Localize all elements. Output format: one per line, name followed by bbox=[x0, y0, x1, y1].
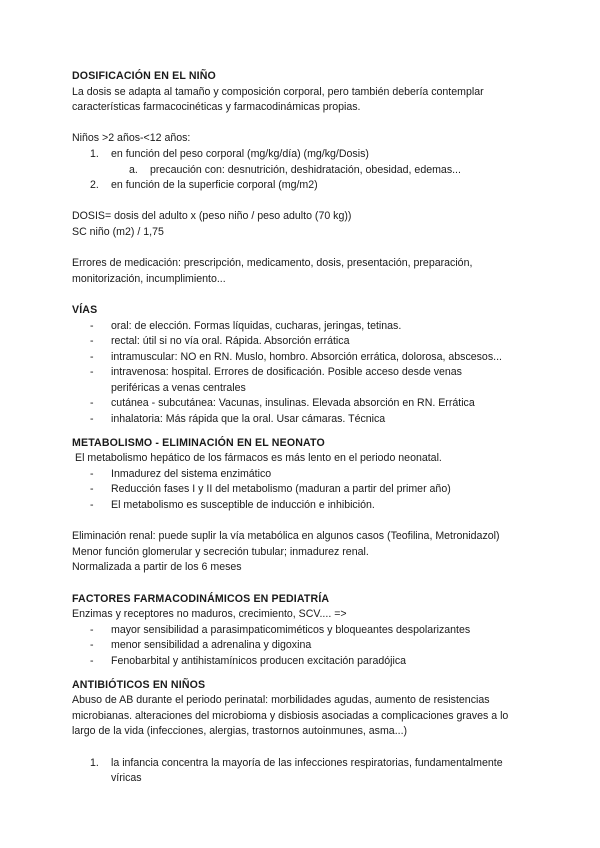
list-item-text: cutánea - subcutánea: Vacunas, insulinas. Elevada absorción en RN. Errática bbox=[111, 397, 475, 410]
dash-marker: - bbox=[90, 335, 94, 348]
list-item-text: mayor sensibilidad a parasimpaticomiméticos y bloqueantes despolarizantes bbox=[111, 623, 471, 636]
list-item-text: rectal: útil si no vía oral. Rápida. Absorción errática bbox=[111, 335, 350, 348]
paragraph: Menor función glomerular y secreción tubular; inmadurez renal. bbox=[72, 545, 369, 558]
section-title-dosificacion: DOSIFICACIÓN EN EL NIÑO bbox=[72, 70, 216, 82]
paragraph: El metabolismo hepático de los fármacos es más lento en el periodo neonatal. bbox=[75, 452, 442, 465]
list-item bbox=[90, 350, 532, 366]
section-title-metabolismo: METABOLISMO - ELIMINACIÓN EN EL NEONATO bbox=[72, 436, 325, 449]
dash-marker: - bbox=[90, 467, 94, 480]
list-number: 1. bbox=[90, 756, 99, 769]
dash-marker: - bbox=[90, 350, 94, 363]
numbered-item bbox=[90, 147, 532, 163]
paragraph: Errores de medicación: prescripción, medicamento, dosis, presentación, preparación, monitorización, incumplimiento... bbox=[72, 257, 473, 285]
dash-marker: - bbox=[90, 366, 94, 379]
list-item-text: El metabolismo es susceptible de inducción e inhibición. bbox=[111, 499, 375, 512]
formula: DOSIS= dosis del adulto x (peso niño / peso adulto (70 kg)) bbox=[72, 210, 352, 223]
list-item bbox=[90, 365, 471, 396]
paragraph: Enzimas y receptores no maduros, crecimiento, SCV.... => bbox=[72, 608, 347, 621]
list-item bbox=[90, 334, 532, 350]
document-page bbox=[72, 69, 532, 787]
dash-marker: - bbox=[90, 499, 94, 512]
list-item bbox=[90, 638, 532, 654]
numbered-item-text: en función de la superficie corporal (mg/m2) bbox=[111, 179, 318, 192]
numbered-item-text: en función del peso corporal (mg/kg/día) (mg/kg/Dosis) bbox=[111, 147, 369, 160]
paragraph: Abuso de AB durante el periodo perinatal: morbilidades agudas, aumento de resistencias microbianas. alteraciones del microbioma y disbiosis asociadas a complicaciones graves a lo largo de la vida (infecciones, alergias, trastornos autoinmunes, asma...) bbox=[72, 694, 509, 738]
section-title-factores: FACTORES FARMACODINÁMICOS EN PEDIATRÍA bbox=[72, 592, 330, 605]
dash-marker: - bbox=[90, 623, 94, 636]
list-item-text: Reducción fases I y II del metabolismo (maduran a partir del primer año) bbox=[111, 483, 451, 496]
list-item-text: inhalatoria: Más rápida que la oral. Usar cámaras. Técnica bbox=[111, 413, 386, 426]
list-item bbox=[90, 467, 532, 483]
list-number: 2. bbox=[90, 179, 99, 192]
list-item bbox=[90, 396, 532, 412]
section-title-vias: VÍAS bbox=[72, 303, 98, 316]
list-item bbox=[90, 654, 532, 670]
dash-marker: - bbox=[90, 639, 94, 652]
paragraph: Eliminación renal: puede suplir la vía metabólica en algunos casos (Teofilina, Metronidazol) bbox=[72, 530, 500, 543]
section-title-antibioticos: ANTIBIÓTICOS EN NIÑOS bbox=[72, 678, 206, 691]
list-item-text: intramuscular: NO en RN. Muslo, hombro. Absorción errática, dolorosa, abscesos... bbox=[111, 350, 502, 363]
list-item-text: oral: de elección. Formas líquidas, cucharas, jeringas, tetinas. bbox=[111, 319, 402, 332]
list-item bbox=[90, 319, 532, 335]
paragraph: La dosis se adapta al tamaño y composición corporal, pero también debería contemplar características farmacocinéticas y farmacodinámicas propias. bbox=[72, 85, 484, 114]
lettered-item bbox=[129, 163, 532, 179]
list-item-text: Inmadurez del sistema enzimático bbox=[111, 467, 272, 480]
paragraph: Normalizada a partir de los 6 meses bbox=[72, 561, 242, 574]
list-item bbox=[90, 412, 532, 428]
dash-marker: - bbox=[90, 319, 94, 332]
paragraph: Niños >2 años-<12 años: bbox=[72, 132, 191, 145]
numbered-item bbox=[90, 178, 532, 194]
list-item bbox=[90, 482, 532, 498]
list-item-text: Fenobarbital y antihistamínicos producen excitación paradójica bbox=[111, 654, 407, 667]
list-item bbox=[90, 623, 532, 639]
list-item bbox=[90, 498, 532, 514]
list-number: 1. bbox=[90, 147, 99, 160]
list-item-text: menor sensibilidad a adrenalina y digoxina bbox=[111, 639, 312, 652]
dash-marker: - bbox=[90, 397, 94, 410]
dash-marker: - bbox=[90, 483, 94, 496]
dash-marker: - bbox=[90, 654, 94, 667]
lettered-item-text: precaución con: desnutrición, deshidratación, obesidad, edemas... bbox=[150, 163, 461, 176]
formula: SC niño (m2) / 1,75 bbox=[72, 225, 164, 238]
numbered-item-text: la infancia concentra la mayoría de las infecciones respiratorias, fundamentalmente víricas bbox=[111, 756, 503, 785]
list-letter: a. bbox=[129, 163, 138, 176]
numbered-item bbox=[90, 756, 531, 787]
list-item-text: intravenosa: hospital. Errores de dosificación. Posible acceso desde venas periféricas a venas centrales bbox=[111, 366, 462, 394]
dash-marker: - bbox=[90, 413, 94, 426]
